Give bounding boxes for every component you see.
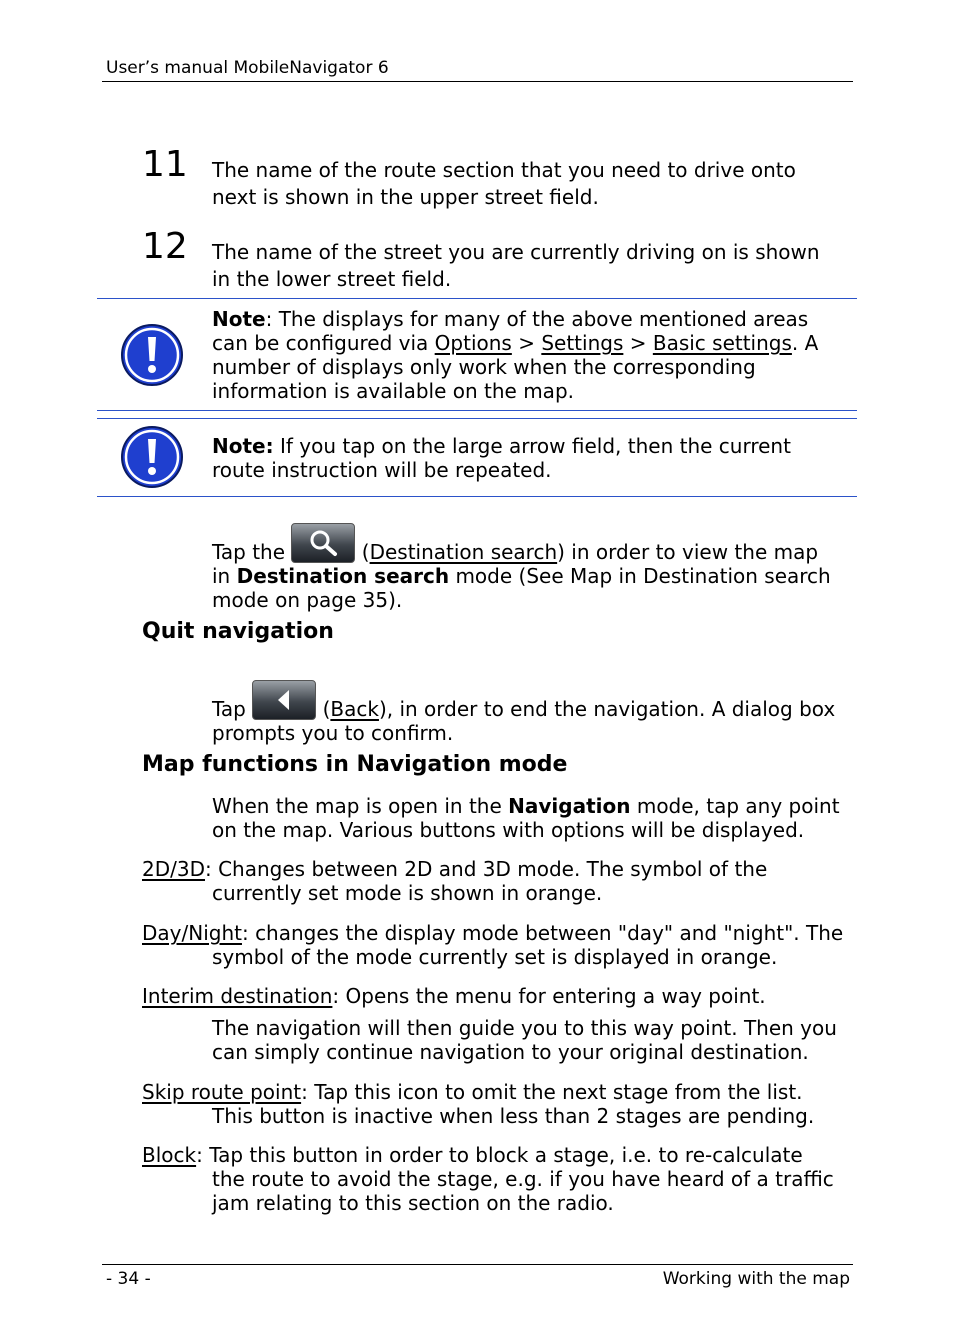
- note-label: Note: [212, 307, 266, 331]
- back-button[interactable]: [252, 680, 316, 720]
- definition-2d-3d: 2D/3D: Changes between 2D and 3D mode. The symbol of the currently set mode is shown in orange.: [142, 857, 768, 905]
- running-header: User’s manual MobileNavigator 6: [106, 58, 389, 78]
- header-divider: [102, 81, 853, 82]
- back-arrow-icon: [273, 687, 295, 713]
- destination-search-button[interactable]: [291, 523, 355, 563]
- options-link[interactable]: Options: [434, 331, 512, 355]
- back-link[interactable]: Back: [330, 697, 379, 721]
- exclamation-icon: [120, 425, 184, 489]
- definition-block: Block: Tap this button in order to block a stage, i.e. to re-calculate the route to avoid the stage, e.g. if you have heard of a traffic jam relating to this section on the radio.: [142, 1143, 834, 1215]
- item-number-11: 11: [142, 144, 188, 185]
- footer-divider: [102, 1264, 853, 1265]
- note-bottom-rule: [97, 410, 857, 411]
- note-label: Note:: [212, 434, 274, 458]
- term-interim-destination[interactable]: Interim destination: [142, 984, 333, 1008]
- destination-search-link[interactable]: Destination search: [369, 540, 558, 564]
- quit-paragraph: Tap (Back), in order to end the navigation. A dialog box prompts you to confirm.: [212, 680, 852, 745]
- item-number-12: 12: [142, 226, 188, 267]
- footer-section-title: Working with the map: [662, 1269, 850, 1289]
- map-functions-intro: When the map is open in the Navigation mode, tap any point on the map. Various buttons with options will be displayed.: [212, 794, 840, 842]
- term-day-night[interactable]: Day/Night: [142, 921, 242, 945]
- section-heading-map-functions: Map functions in Navigation mode: [142, 752, 568, 777]
- definition-day-night: Day/Night: changes the display mode between "day" and "night". The symbol of the mode currently set is displayed in orange.: [142, 921, 844, 969]
- term-skip-route-point[interactable]: Skip route point: [142, 1080, 302, 1104]
- basic-settings-link[interactable]: Basic settings: [652, 331, 792, 355]
- magnifier-icon: [306, 527, 340, 559]
- note-1-text: Note: The displays for many of the above mentioned areas can be configured via Options > Settings > Basic settings. A number of displays only work when the corresponding information is available on the map.: [212, 307, 819, 403]
- definition-interim-destination: Interim destination: Opens the menu for entering a way point.: [142, 984, 766, 1008]
- term-2d-3d[interactable]: 2D/3D: [142, 857, 205, 881]
- section-heading-quit-navigation: Quit navigation: [142, 619, 334, 644]
- note-2-text: Note: If you tap on the large arrow field, then the current route instruction will be repeated.: [212, 434, 791, 482]
- note-top-rule: [97, 418, 857, 419]
- definition-skip-route-point: Skip route point: Tap this icon to omit the next stage from the list. This button is inactive when less than 2 stages are pending.: [142, 1080, 815, 1128]
- page-number: - 34 -: [106, 1269, 151, 1289]
- term-block[interactable]: Block: [142, 1143, 197, 1167]
- item-text-12: The name of the street you are currently driving on is shown in the lower street field.: [212, 240, 820, 291]
- destination-search-paragraph: Tap the (Destination search) in order to view the map in Destination search mode (See Map in Destination search mode on page 35).: [212, 523, 852, 612]
- interim-destination-details: The navigation will then guide you to this way point. Then you can simply continue navigation to your original destination.: [212, 1016, 837, 1064]
- note-bottom-rule: [97, 496, 857, 497]
- settings-link[interactable]: Settings: [541, 331, 624, 355]
- item-text-11: The name of the route section that you need to drive onto next is shown in the upper street field.: [212, 158, 796, 209]
- exclamation-icon: [120, 323, 184, 387]
- note-top-rule: [97, 298, 857, 299]
